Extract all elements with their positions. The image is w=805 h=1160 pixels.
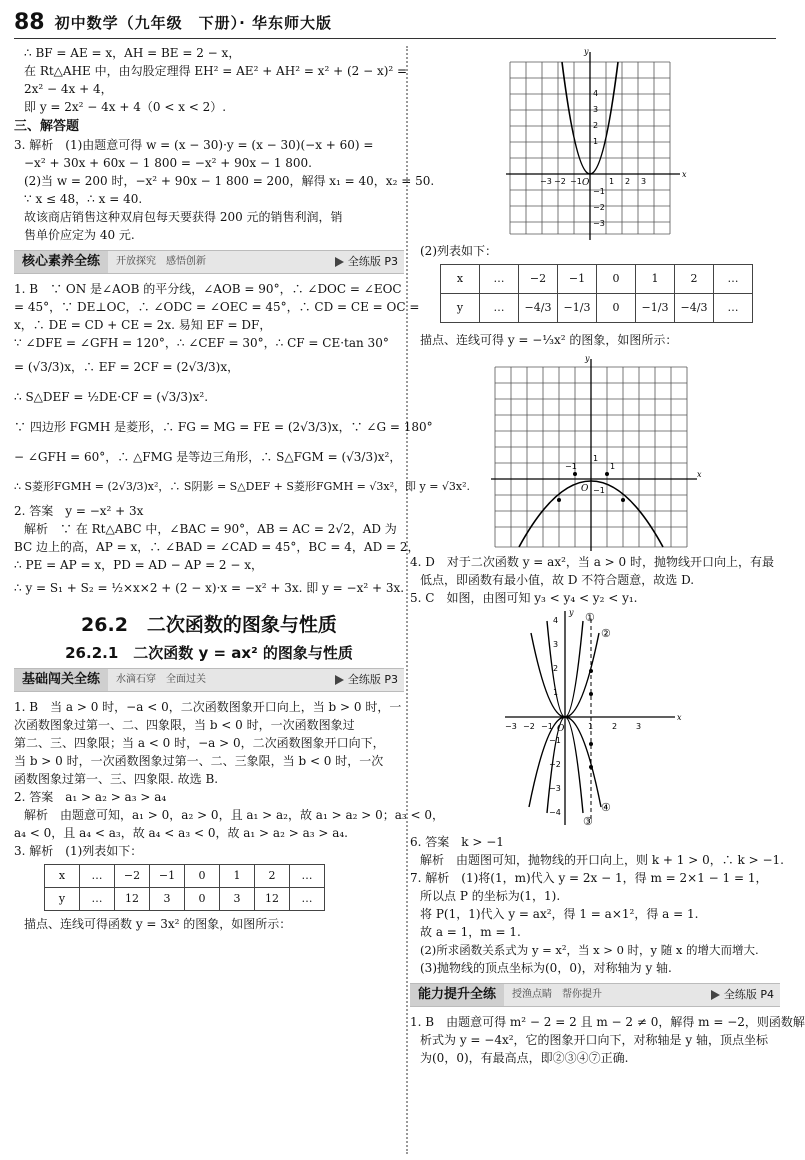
banner-tag: 基础闯关全练 bbox=[14, 669, 108, 691]
svg-text:−3: −3 bbox=[505, 722, 517, 731]
y-axis-label: y bbox=[584, 47, 589, 56]
text-line: (2)当 w = 200 时，−x² + 90x − 1 800 = 200，解得 x₁ = 40，x₂ = 50. bbox=[24, 174, 435, 188]
origin-label: O bbox=[557, 724, 565, 734]
svg-text:−1: −1 bbox=[549, 736, 561, 745]
table-cell: −1/3 bbox=[558, 294, 597, 323]
svg-text:1: 1 bbox=[553, 688, 559, 697]
section-heading: 三、解答题 bbox=[14, 119, 80, 134]
text-line: = (√3/3)x，∴ EF = 2CF = (2√3/3)x， bbox=[14, 360, 240, 374]
svg-text:3: 3 bbox=[553, 640, 559, 649]
banner-version bbox=[335, 253, 404, 271]
book-title: 初中数学（九年级 下册）· 华东师大版 bbox=[54, 14, 333, 32]
curve-label-1: ① bbox=[585, 611, 595, 624]
plot-point bbox=[589, 742, 593, 746]
text-line: ∴ BF = AE = x，AH = BE = 2 − x， bbox=[24, 46, 241, 60]
text-line: ∵ 四边形 FGMH 是菱形，∴ FG = MG = FE = (2√3/3)x，∵ ∠G = 180° bbox=[14, 420, 433, 434]
table-cell: … bbox=[80, 865, 115, 888]
svg-text:−1: −1 bbox=[565, 462, 577, 471]
text-line: 第二、三、四象限；当 a < 0 时，−a > 0，二次函数图象开口向下， bbox=[14, 736, 385, 750]
banner-core bbox=[14, 250, 404, 274]
plot-point bbox=[589, 765, 593, 769]
graph-y-neg-third-x2 bbox=[485, 353, 705, 553]
svg-text:2: 2 bbox=[625, 177, 631, 186]
table-cell: 0 bbox=[185, 888, 220, 911]
table-cell: x bbox=[45, 865, 80, 888]
text-line: 1. B ∵ ON 是∠AOB 的平分线，∠AOB = 90°，∴ ∠DOC = ∠EOC bbox=[14, 282, 402, 296]
text-line: 2. 答案 y = −x² + 3x bbox=[14, 504, 144, 518]
text-line: 故该商店销售这种双肩包每天要获得 200 元的销售利润，销 bbox=[24, 210, 343, 224]
svg-text:1: 1 bbox=[610, 462, 616, 471]
text-line: 次函数图象过第一、二、四象限，当 b < 0 时，一次函数图象过 bbox=[14, 718, 355, 732]
svg-text:−2: −2 bbox=[554, 177, 566, 186]
text-line: 3. 解析 (1)列表如下： bbox=[14, 844, 143, 858]
text-line: x，∴ DE = CD + CE = 2x. 易知 EF = DF， bbox=[14, 318, 272, 332]
svg-text:−1: −1 bbox=[593, 486, 605, 495]
banner-version-label: 全练版 P3 bbox=[347, 673, 398, 686]
plot-point bbox=[589, 692, 593, 696]
svg-text:2: 2 bbox=[553, 664, 559, 673]
table-cell: −1 bbox=[558, 265, 597, 294]
text-line: − ∠GFH = 60°，∴ △FMG 是等边三角形，∴ S△FGM = (√3/3)x²， bbox=[14, 450, 402, 464]
table-cell: 3 bbox=[150, 888, 185, 911]
text-line: 售单价应定为 40 元. bbox=[24, 228, 135, 242]
table-cell: y bbox=[45, 888, 80, 911]
table-cell: −1 bbox=[150, 865, 185, 888]
banner-ability bbox=[410, 983, 780, 1007]
table-cell: … bbox=[480, 265, 519, 294]
y-axis-label: y bbox=[585, 354, 590, 363]
table-row-y bbox=[441, 294, 753, 323]
text-line: −x² + 30x + 60x − 1 800 = −x² + 90x − 1 800. bbox=[24, 156, 312, 170]
table-cell: 0 bbox=[597, 294, 636, 323]
svg-text:−3: −3 bbox=[549, 784, 561, 793]
table-cell: −2 bbox=[519, 265, 558, 294]
table-cell: … bbox=[290, 888, 325, 911]
table-cell: −2 bbox=[115, 865, 150, 888]
section-title-26-2-1: 26.2.1 二次函数 y = ax² 的图象与性质 bbox=[65, 644, 353, 662]
banner-version bbox=[335, 671, 404, 689]
table-cell: 0 bbox=[597, 265, 636, 294]
right-column bbox=[410, 44, 805, 1154]
text-line: 7. 解析 (1)将(1，m)代入 y = 2x − 1，得 m = 2×1 − 1 = 1， bbox=[410, 871, 768, 885]
svg-text:−1: −1 bbox=[570, 177, 582, 186]
curve-label-3: ③ bbox=[583, 815, 593, 828]
text-line: 解析 ∵ 在 Rt△ABC 中，∠BAC = 90°，AB = AC = 2√2，AD 为 bbox=[24, 522, 397, 536]
text-line: 描点、连线可得 y = −⅓x² 的图象，如图所示： bbox=[420, 333, 678, 347]
svg-text:−1: −1 bbox=[541, 722, 553, 731]
text-line: 解析 由题图可知，抛物线的开口向上，则 k + 1 > 0，∴ k > −1. bbox=[420, 853, 784, 867]
text-line: (3)抛物线的顶点坐标为(0，0)，对称轴为 y 轴. bbox=[420, 961, 672, 975]
table-cell: 1 bbox=[220, 865, 255, 888]
banner-subtitle: 水滴石穿 全面过关 bbox=[116, 674, 207, 685]
text-line: 描点、连线可得函数 y = 3x² 的图象，如图所示： bbox=[24, 917, 292, 931]
text-line: 函数图象过第一、三、四象限. 故选 B. bbox=[14, 772, 219, 786]
banner-version bbox=[711, 986, 780, 1004]
origin-label: O bbox=[581, 484, 589, 494]
text-line: ∵ x ≤ 48，∴ x = 40. bbox=[24, 192, 143, 206]
text-line: ∴ S△DEF = ½DE·CF = (√3/3)x². bbox=[14, 390, 209, 404]
table-cell: 3 bbox=[220, 888, 255, 911]
text-line: 2x² − 4x + 4， bbox=[24, 82, 113, 96]
svg-text:2: 2 bbox=[593, 121, 599, 130]
table-cell: … bbox=[714, 294, 753, 323]
table-cell: … bbox=[714, 265, 753, 294]
table-cell: −4/3 bbox=[675, 294, 714, 323]
page-header bbox=[14, 8, 776, 39]
svg-text:1: 1 bbox=[588, 722, 594, 731]
svg-text:−2: −2 bbox=[523, 722, 535, 731]
banner-subtitle: 开放探究 感悟创新 bbox=[116, 256, 207, 267]
svg-text:1: 1 bbox=[609, 177, 615, 186]
y-axis-label: y bbox=[569, 608, 574, 617]
banner-tag: 核心素养全练 bbox=[14, 251, 108, 273]
text-line: a₄ < 0，且 a₄ < a₃，故 a₄ < a₃ < 0，故 a₁ > a₂ > a₃ > a₄. bbox=[14, 826, 348, 840]
text-line: ∵ ∠DFE = ∠GFH = 120°，∴ ∠CEF = 30°，∴ CF = CE·tan 30° bbox=[14, 336, 389, 350]
x-axis-label: x bbox=[677, 713, 682, 722]
svg-text:3: 3 bbox=[641, 177, 647, 186]
text-line: (2)列表如下： bbox=[420, 244, 497, 258]
table-cell: … bbox=[290, 865, 325, 888]
paper-plane-icon bbox=[335, 675, 344, 685]
text-line: ∴ S菱形FGMH = (2√3/3)x²，∴ S阴影 = S△DEF + S菱形FGMH = √3x²，即 y = √3x². bbox=[14, 480, 471, 493]
text-line: 在 Rt△AHE 中，由勾股定理得 EH² = AE² + AH² = x² + (2 − x)² = bbox=[24, 64, 408, 78]
table-cell: 12 bbox=[255, 888, 290, 911]
column-divider bbox=[406, 46, 408, 1154]
text-line: BC 边上的高，AP = x，∴ ∠BAD = ∠CAD = 45°，BC = 4，AD = 2， bbox=[14, 540, 420, 554]
banner-version-label: 全练版 P3 bbox=[347, 255, 398, 268]
text-line: 当 b > 0 时，一次函数图象过第一、二、三象限，当 b < 0 时，一次 bbox=[14, 754, 384, 768]
table-cell: … bbox=[480, 294, 519, 323]
text-line: 4. D 对于二次函数 y = ax²，当 a > 0 时，抛物线开口向上，有最 bbox=[410, 555, 774, 569]
text-line: 所以点 P 的坐标为(1，1). bbox=[420, 889, 561, 903]
x-axis-label: x bbox=[697, 470, 702, 479]
svg-text:2: 2 bbox=[612, 722, 618, 731]
x-axis-label: x bbox=[682, 170, 687, 179]
svg-text:4: 4 bbox=[593, 89, 599, 98]
svg-text:−2: −2 bbox=[549, 760, 561, 769]
svg-text:−1: −1 bbox=[593, 187, 605, 196]
origin-label: O bbox=[582, 178, 590, 188]
text-line: (2)所求函数关系式为 y = x²，当 x > 0 时，y 随 x 的增大而增大. bbox=[420, 943, 759, 957]
text-line: ∴ y = S₁ + S₂ = ½×x×2 + (2 − x)·x = −x² + 3x. 即 y = −x² + 3x. bbox=[14, 581, 405, 595]
text-line: 析式为 y = −4x²，它的图象开口向下，对称轴是 y 轴，顶点坐标 bbox=[420, 1033, 768, 1047]
text-line: 低点，即函数有最小值，故 D 不符合题意，故选 D. bbox=[420, 573, 695, 587]
banner-basic bbox=[14, 668, 404, 692]
svg-text:1: 1 bbox=[593, 454, 599, 463]
svg-text:1: 1 bbox=[593, 137, 599, 146]
table-cell: −4/3 bbox=[519, 294, 558, 323]
table-cell: y bbox=[441, 294, 480, 323]
table-cell: x bbox=[441, 265, 480, 294]
plot-point bbox=[557, 498, 561, 502]
table-row-x bbox=[45, 865, 325, 888]
plot-point bbox=[621, 498, 625, 502]
text-line: 故 a = 1，m = 1. bbox=[420, 925, 521, 939]
text-line: 解析 由题意可知，a₁ > 0，a₂ > 0，且 a₁ > a₂，故 a₁ > a₂ > 0；a₃ < 0， bbox=[24, 808, 445, 822]
paper-plane-icon bbox=[711, 990, 720, 1000]
table-row-x bbox=[441, 265, 753, 294]
paper-plane-icon bbox=[335, 257, 344, 267]
page-number: 88 bbox=[14, 10, 45, 35]
table-row-y bbox=[45, 888, 325, 911]
banner-subtitle: 授渔点睛 帮你提升 bbox=[512, 989, 603, 1000]
text-line: 3. 解析 (1)由题意可得 w = (x − 30)·y = (x − 30)(−x + 60) = bbox=[14, 138, 374, 152]
plot-point bbox=[573, 472, 577, 476]
text-line: 为(0，0)，有最高点，即②③④⑦正确. bbox=[420, 1051, 629, 1065]
svg-text:−3: −3 bbox=[540, 177, 552, 186]
banner-tag: 能力提升全练 bbox=[410, 984, 504, 1006]
curve-label-2: ② bbox=[601, 627, 611, 640]
text-line: 即 y = 2x² − 4x + 4（0 < x < 2）. bbox=[24, 100, 227, 114]
table-cell: 0 bbox=[185, 865, 220, 888]
table-cell: 2 bbox=[255, 865, 290, 888]
value-table-1 bbox=[44, 864, 325, 911]
plot-point bbox=[589, 669, 593, 673]
text-line: 5. C 如图，由图可知 y₃ < y₄ < y₂ < y₁. bbox=[410, 591, 638, 605]
graph-four-parabolas bbox=[495, 607, 695, 829]
text-line: ∴ PE = AP = x，PD = AD − AP = 2 − x， bbox=[14, 558, 264, 572]
text-line: 2. 答案 a₁ > a₂ > a₃ > a₄ bbox=[14, 790, 167, 804]
svg-text:−3: −3 bbox=[593, 219, 605, 228]
plot-point bbox=[605, 472, 609, 476]
svg-text:4: 4 bbox=[553, 616, 559, 625]
table-cell: 1 bbox=[636, 265, 675, 294]
text-line: 1. B 由题意可得 m² − 2 = 2 且 m − 2 ≠ 0，解得 m = −2，则函数解 bbox=[410, 1015, 805, 1029]
banner-version-label: 全练版 P4 bbox=[723, 988, 774, 1001]
svg-text:3: 3 bbox=[636, 722, 642, 731]
text-line: = 45°，∵ DE⊥OC，∴ ∠ODC = ∠OEC = 45°，∴ CD = CE = OC = bbox=[14, 300, 420, 314]
svg-text:−2: −2 bbox=[593, 203, 605, 212]
text-line: 1. B 当 a > 0 时，−a < 0，二次函数图象开口向上，当 b > 0 时，一 bbox=[14, 700, 402, 714]
graph-y-3x2 bbox=[500, 44, 690, 242]
table-cell: … bbox=[80, 888, 115, 911]
value-table-2 bbox=[440, 264, 753, 323]
svg-text:3: 3 bbox=[593, 105, 599, 114]
svg-text:−4: −4 bbox=[549, 808, 561, 817]
section-title-26-2: 26.2 二次函数的图象与性质 bbox=[81, 614, 337, 636]
table-cell: −1/3 bbox=[636, 294, 675, 323]
text-line: 将 P(1，1)代入 y = ax²，得 1 = a×1²，得 a = 1. bbox=[420, 907, 699, 921]
text-line: 6. 答案 k > −1 bbox=[410, 835, 504, 849]
table-cell: 12 bbox=[115, 888, 150, 911]
curve-label-4: ④ bbox=[601, 801, 611, 814]
table-cell: 2 bbox=[675, 265, 714, 294]
